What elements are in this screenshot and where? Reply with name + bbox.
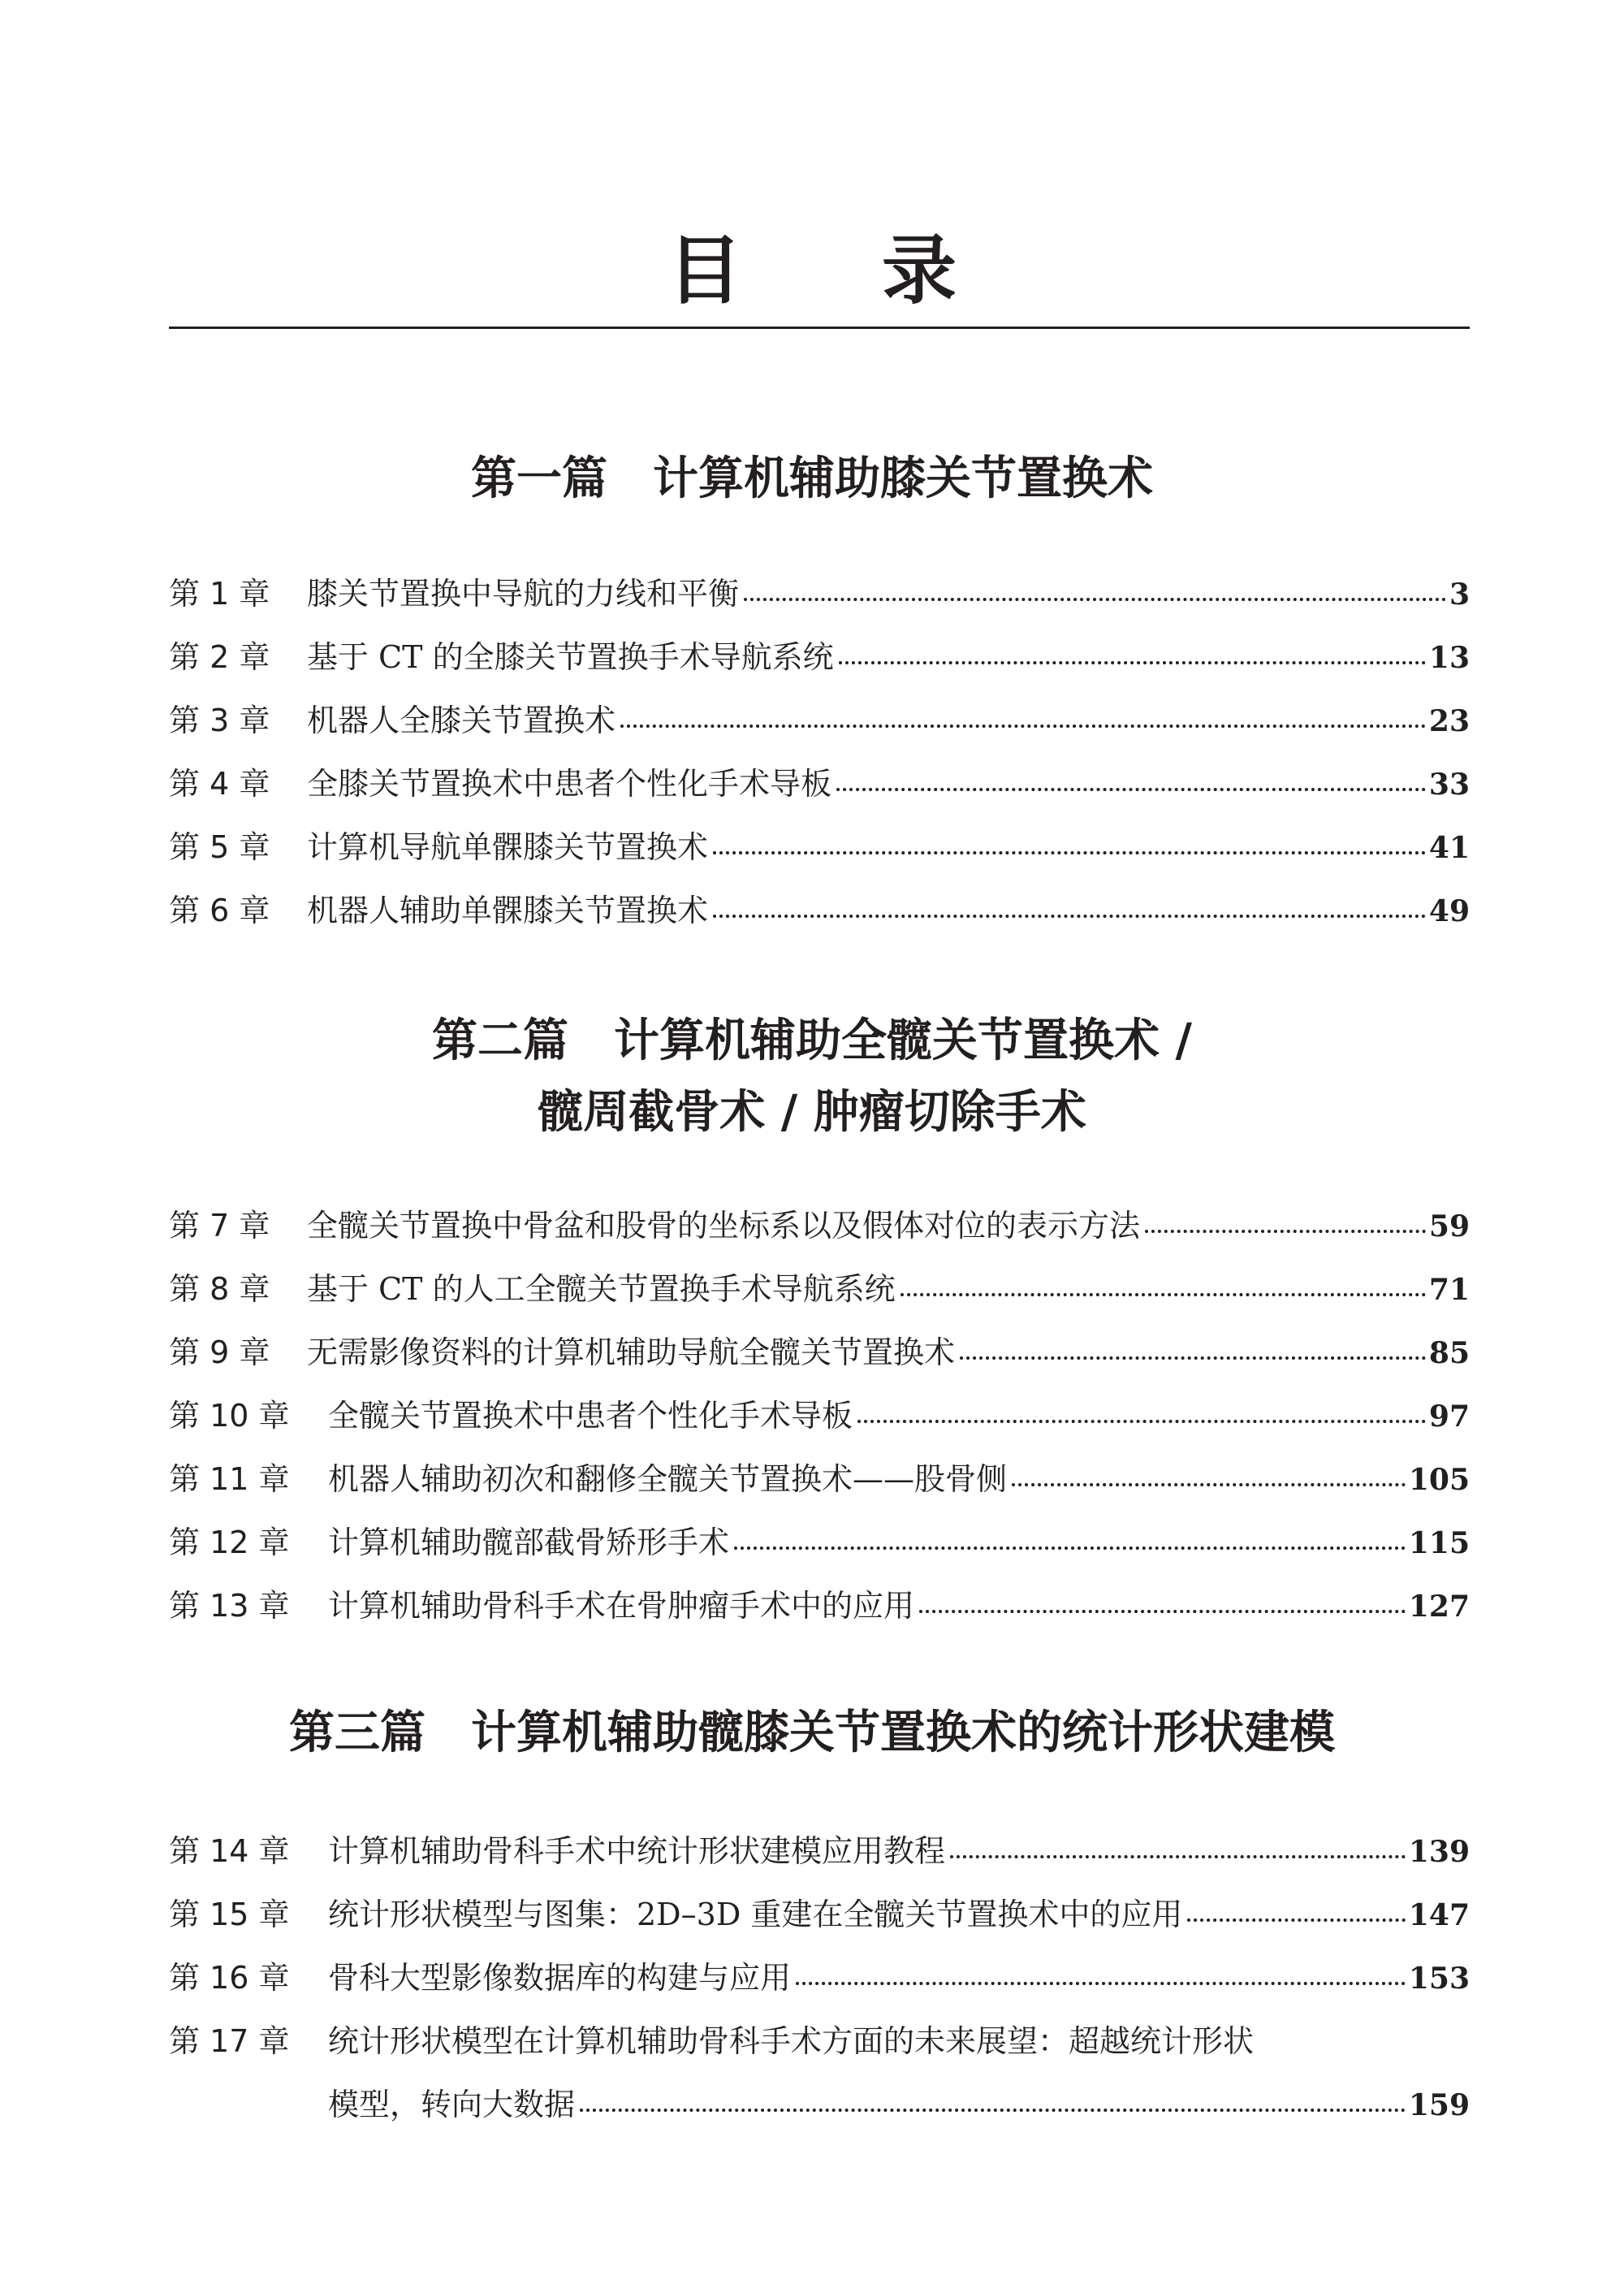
chapter-number: 第 15 章 (169, 1897, 290, 1932)
chapter-number: 第 13 章 (169, 1588, 290, 1624)
chapter-title: 全膝关节置换术中患者个性化手术导板 (307, 766, 832, 802)
dot-leader (713, 915, 1426, 918)
dot-leader (901, 1293, 1426, 1296)
page-number: 153 (1408, 1962, 1470, 1996)
chapter-title: 机器人辅助初次和翻修全髋关节置换术——股骨侧 (328, 1461, 1008, 1497)
dot-leader (1187, 1918, 1405, 1922)
page-number: 105 (1408, 1463, 1470, 1497)
page-number: 159 (1408, 2088, 1470, 2122)
chapter-title: 骨科大型影像数据库的构建与应用 (328, 1960, 792, 1996)
dot-leader (796, 1982, 1406, 1985)
page-number: 97 (1428, 1399, 1470, 1434)
toc-entry-chapter-1[interactable] (169, 562, 1470, 625)
toc-entry-chapter-9[interactable] (169, 1321, 1470, 1384)
part-heading-2 (0, 1006, 1624, 1148)
toc-entry-chapter-10[interactable] (169, 1384, 1470, 1447)
chapter-title-continuation: 模型，转向大数据 (328, 2087, 576, 2122)
chapter-title: 统计形状模型与图集：2D–3D 重建在全髋关节置换术中的应用 (328, 1897, 1183, 1932)
dot-leader (836, 788, 1426, 791)
part-heading-line: 第一篇 计算机辅助膝关节置换术 (471, 452, 1153, 505)
chapter-number: 第 1 章 (169, 576, 270, 612)
page-number: 33 (1428, 768, 1470, 802)
chapter-number: 第 5 章 (169, 829, 270, 865)
chapter-number: 第 2 章 (169, 639, 270, 675)
chapter-number: 第 11 章 (169, 1461, 290, 1497)
chapter-title: 全髋关节置换术中患者个性化手术导板 (328, 1398, 853, 1434)
toc-entry-chapter-4[interactable] (169, 752, 1470, 815)
dot-leader (919, 1610, 1406, 1613)
page-number: 13 (1428, 641, 1470, 675)
chapter-title: 无需影像资料的计算机辅助导航全髋关节置换术 (307, 1334, 956, 1370)
page-number: 85 (1428, 1336, 1470, 1370)
dot-leader (744, 598, 1446, 601)
dot-leader (580, 2109, 1406, 2112)
chapter-title-continuation-row (169, 2073, 1470, 2136)
chapter-number: 第 4 章 (169, 766, 270, 802)
chapter-title: 计算机辅助骨科手术中统计形状建模应用教程 (328, 1833, 946, 1869)
part-heading-line: 第三篇 计算机辅助髋膝关节置换术的统计形状建模 (289, 1707, 1335, 1759)
toc-entry-chapter-15[interactable] (169, 1883, 1470, 1946)
page-number: 23 (1428, 704, 1470, 738)
dot-leader (1012, 1483, 1406, 1486)
chapter-title: 膝关节置换中导航的力线和平衡 (307, 576, 740, 612)
page-number: 139 (1408, 1835, 1470, 1869)
chapter-number: 第 12 章 (169, 1525, 290, 1560)
page-title: 目 录 (667, 227, 1014, 314)
dot-leader (620, 725, 1426, 728)
part-heading-3 (0, 1698, 1624, 1769)
page-number: 115 (1408, 1526, 1470, 1560)
chapter-title-row (169, 2009, 1470, 2073)
chapter-title: 机器人全膝关节置换术 (307, 703, 616, 738)
chapter-title: 机器人辅助单髁膝关节置换术 (307, 893, 709, 928)
chapter-number: 第 14 章 (169, 1833, 290, 1869)
chapter-title: 基于 CT 的人工全髋关节置换手术导航系统 (307, 1271, 896, 1307)
chapter-number: 第 16 章 (169, 1960, 290, 1996)
toc-entry-chapter-3[interactable] (169, 689, 1470, 752)
chapter-number: 第 8 章 (169, 1271, 270, 1307)
page-number: 127 (1408, 1590, 1470, 1624)
chapter-title: 基于 CT 的全膝关节置换手术导航系统 (307, 639, 834, 675)
toc-entry-chapter-12[interactable] (169, 1511, 1470, 1574)
dot-leader (839, 661, 1426, 664)
chapter-title: 计算机导航单髁膝关节置换术 (307, 829, 709, 865)
dot-leader (713, 851, 1426, 854)
chapter-number: 第 9 章 (169, 1334, 270, 1370)
toc-list-part-1 (169, 562, 1470, 942)
dot-leader (734, 1546, 1406, 1550)
toc-entry-chapter-2[interactable] (169, 625, 1470, 689)
page-number: 71 (1428, 1273, 1470, 1307)
toc-entry-chapter-8[interactable] (169, 1257, 1470, 1321)
dot-leader (960, 1356, 1426, 1360)
toc-entry-chapter-17[interactable] (169, 2009, 1470, 2136)
chapter-title: 计算机辅助骨科手术在骨肿瘤手术中的应用 (328, 1588, 915, 1624)
chapter-title: 计算机辅助髋部截骨矫形手术 (328, 1525, 730, 1560)
chapter-number: 第 6 章 (169, 893, 270, 928)
part-heading-line: 髋周截骨术 / 肿瘤切除手术 (538, 1086, 1086, 1139)
toc-entry-chapter-11[interactable] (169, 1447, 1470, 1511)
toc-entry-chapter-13[interactable] (169, 1574, 1470, 1637)
chapter-number: 第 10 章 (169, 1398, 290, 1434)
toc-entry-chapter-7[interactable] (169, 1194, 1470, 1257)
dot-leader (857, 1420, 1426, 1423)
chapter-number: 第 3 章 (169, 703, 270, 738)
toc-entry-chapter-14[interactable] (169, 1819, 1470, 1883)
part-heading-1 (0, 443, 1624, 515)
dot-leader (950, 1855, 1406, 1858)
chapter-number: 第 17 章 (169, 2023, 290, 2059)
part-heading-line: 第二篇 计算机辅助全髋关节置换术 / (432, 1014, 1192, 1067)
page-number: 41 (1428, 831, 1470, 865)
page-number: 147 (1408, 1898, 1470, 1932)
toc-entry-chapter-6[interactable] (169, 879, 1470, 942)
chapter-number: 第 7 章 (169, 1208, 270, 1244)
toc-list-part-3 (169, 1819, 1470, 2136)
page-number: 3 (1449, 577, 1470, 612)
page-number: 59 (1428, 1209, 1470, 1244)
toc-list-part-2 (169, 1194, 1470, 1637)
dot-leader (1145, 1230, 1426, 1233)
chapter-title: 统计形状模型在计算机辅助骨科手术方面的未来展望：超越统计形状 (328, 2023, 1255, 2059)
chapter-title: 全髋关节置换中骨盆和股骨的坐标系以及假体对位的表示方法 (307, 1208, 1141, 1244)
page-number: 49 (1428, 894, 1470, 928)
toc-entry-chapter-16[interactable] (169, 1946, 1470, 2009)
title-divider (169, 327, 1470, 329)
toc-entry-chapter-5[interactable] (169, 815, 1470, 879)
